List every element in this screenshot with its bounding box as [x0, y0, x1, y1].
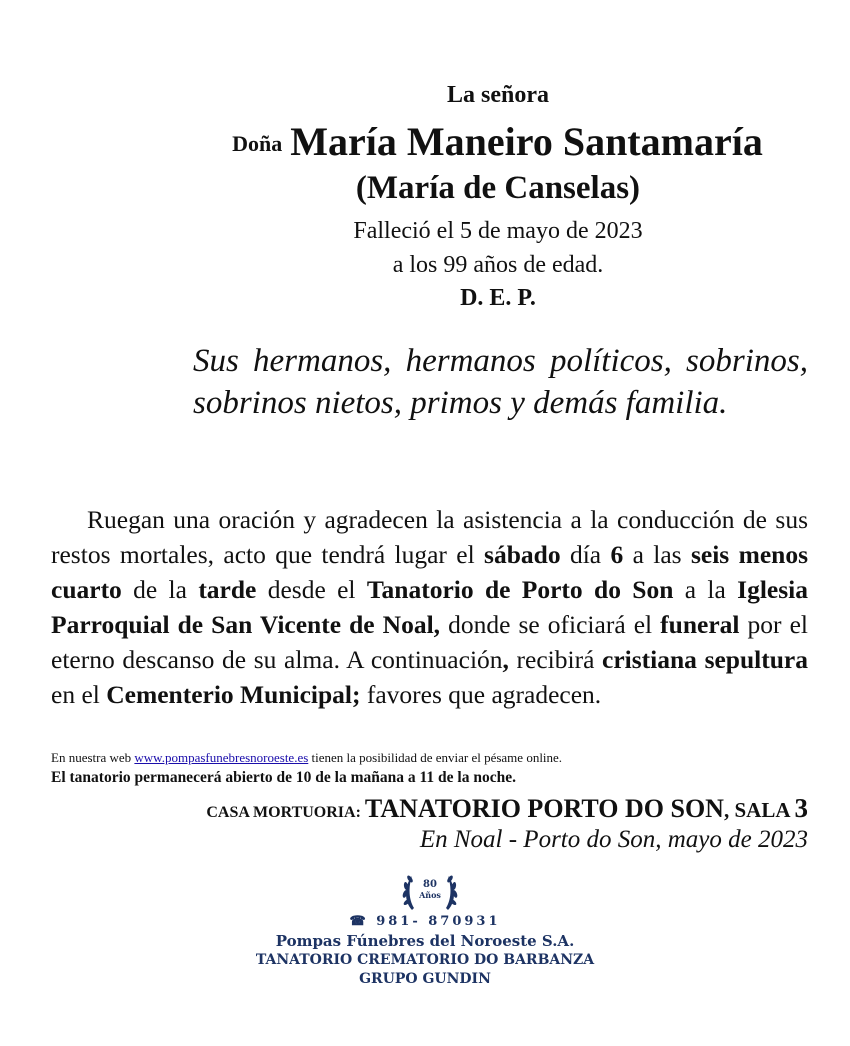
- deceased-name-line: [185, 118, 810, 165]
- funeral-home-name: TANATORIO PORTO DO SON: [364, 794, 724, 823]
- body-text-segment: día: [560, 540, 611, 569]
- age-line: a los 99 años de edad.: [392, 252, 604, 278]
- body-text-segment: por el eterno descanso de su alma. A continuación: [51, 610, 808, 674]
- body-text-segment: Ruegan una oración y agradecen la asistencia a la conducción de sus restos mortales, acto que tendrá lugar el: [51, 505, 808, 569]
- body-bold-segment: sábado: [484, 540, 561, 569]
- body-bold-segment: Cementerio Municipal;: [106, 680, 361, 709]
- rest-in-peace: D. E. P.: [460, 285, 536, 311]
- funeral-home-label: CASA MORTUORIA:: [206, 804, 361, 821]
- company-footer: [200, 913, 650, 989]
- phone-line: [200, 913, 650, 931]
- room-number: 3: [794, 793, 808, 823]
- body-bold-segment: ,: [502, 645, 509, 674]
- salutation: La señora: [447, 82, 549, 108]
- mourners-paragraph: Sus hermanos, hermanos políticos, sobrinos, sobrinos nietos, primos y demás familia.: [193, 343, 808, 421]
- body-bold-segment: funeral: [660, 610, 740, 639]
- deceased-name: María Maneiro Santamaría: [290, 119, 763, 164]
- body-bold-segment: seis menos cuarto: [51, 540, 808, 604]
- group-name: GRUPO GUNDIN: [359, 971, 491, 987]
- room-label: , SALA: [723, 798, 791, 822]
- death-date-line: Falleció el 5 de mayo de 2023: [353, 218, 643, 244]
- body-text-segment: favores que agradecen.: [360, 680, 602, 709]
- body-bold-segment: cristiana sepultura: [602, 645, 808, 674]
- honorific-title: Doña: [232, 131, 283, 156]
- web-note-text: En nuestra web: [51, 750, 135, 765]
- body-text-segment: donde se oficiará el: [440, 610, 661, 639]
- body-text-segment: a las: [623, 540, 691, 569]
- body-text-segment: desde el: [256, 575, 367, 604]
- web-condolence-note: [51, 750, 808, 766]
- company-name: Pompas Fúnebres del Noroeste S.A.: [275, 932, 575, 950]
- website-link[interactable]: www.pompasfunebresnoroeste.es: [134, 750, 309, 765]
- body-text-segment: de la: [121, 575, 199, 604]
- phone-icon: ☎: [349, 914, 369, 929]
- deceased-nickname: (María de Canselas): [355, 170, 641, 206]
- phone-number[interactable]: 981- 870931: [376, 914, 501, 929]
- body-bold-segment: Iglesia Parroquial de San Vicente de Noal,: [51, 575, 808, 639]
- funeral-home-line: [206, 793, 808, 824]
- body-bold-segment: 6: [610, 540, 624, 569]
- opening-hours-note: El tanatorio permanecerá abierto de 10 de la mañana a 11 de la noche.: [51, 769, 516, 786]
- place-date-signoff: En Noal - Porto do Son, mayo de 2023: [419, 826, 808, 853]
- body-bold-segment: Tanatorio de Porto do Son: [366, 575, 674, 604]
- logo-word: Años: [419, 890, 441, 900]
- web-note-text: tienen la posibilidad de enviar el pésame online.: [308, 750, 563, 765]
- body-text-segment: recibirá: [508, 645, 603, 674]
- anniversary-logo: [398, 868, 462, 916]
- crematorium-name: TANATORIO CREMATORIO DO BARBANZA: [255, 952, 595, 968]
- laurel-wreath-icon: [398, 868, 462, 916]
- funeral-announcement-paragraph: [51, 502, 808, 712]
- logo-number: 80: [423, 879, 437, 890]
- body-text-segment: en el: [51, 680, 107, 709]
- body-text-segment: a la: [673, 575, 738, 604]
- body-bold-segment: tarde: [198, 575, 257, 604]
